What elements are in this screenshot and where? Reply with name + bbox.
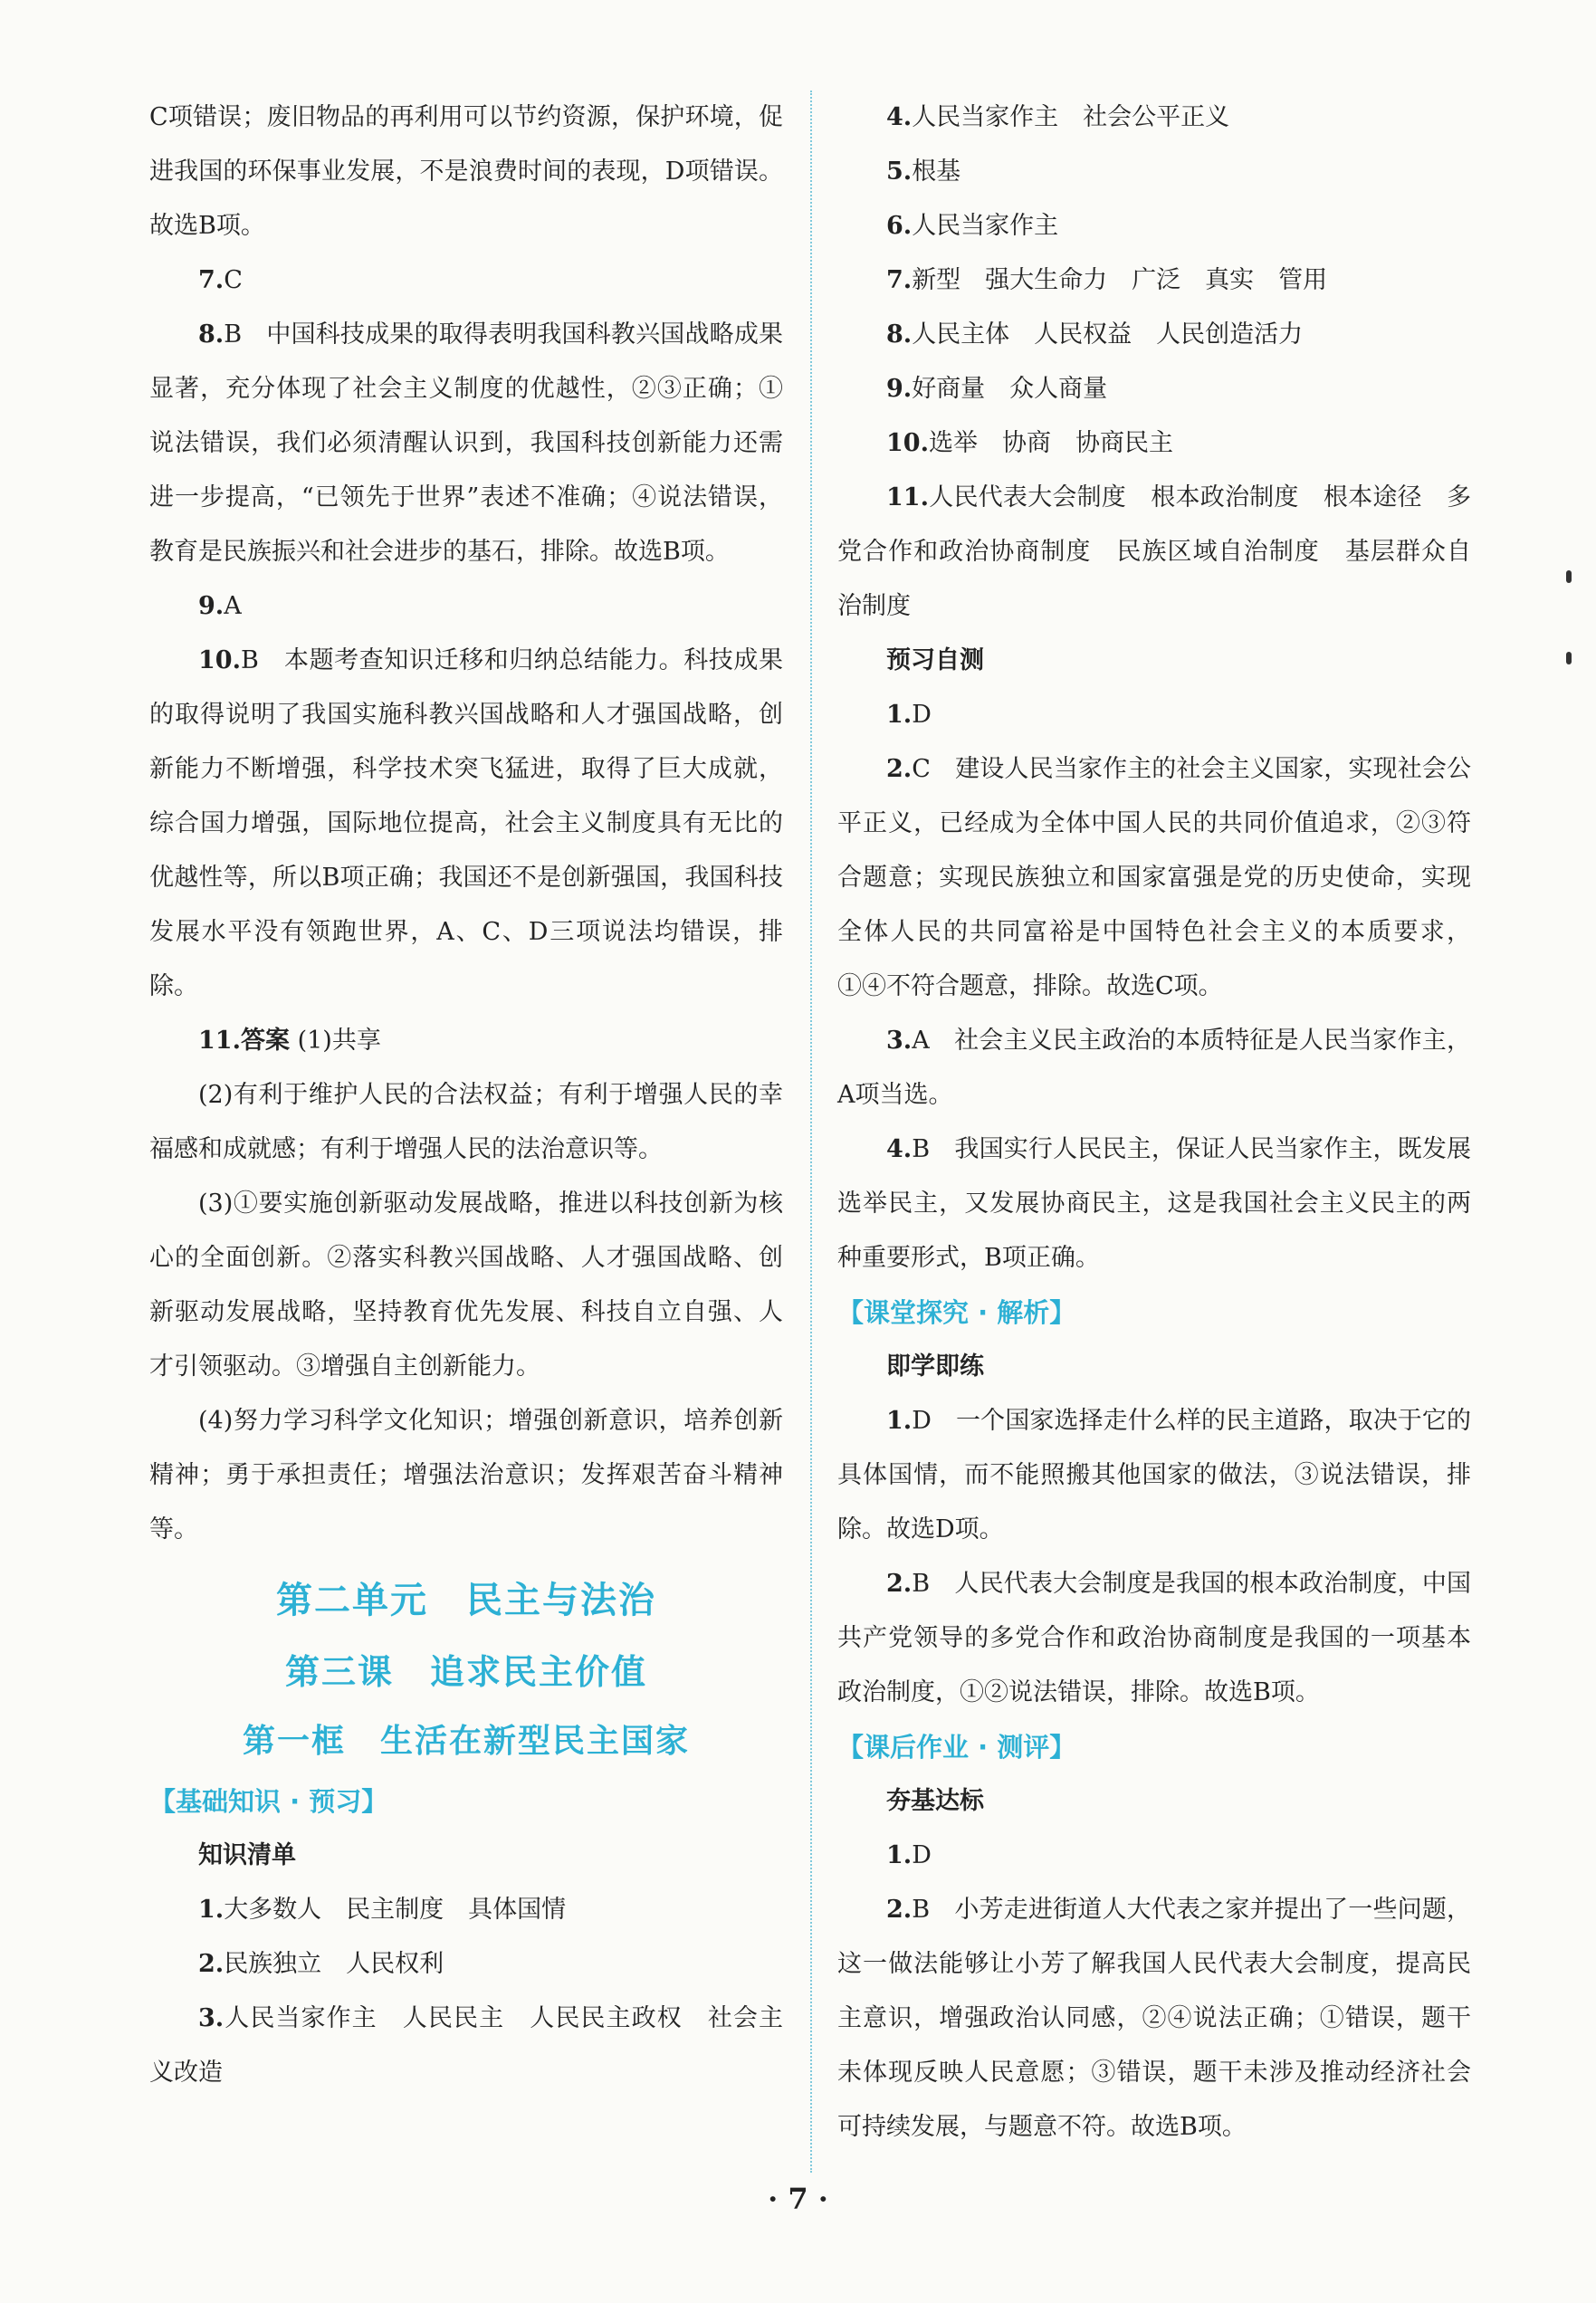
knowledge-item-11 (837, 471, 1471, 634)
answer-number: 10. (198, 646, 241, 674)
knowledge-item-1 (149, 1883, 783, 1937)
answer-number: 7. (198, 266, 225, 294)
answer-text: B 人民代表大会制度是我国的根本政治制度，中国共产党领导的多党合作和政治协商制度是我国的一项基本政治制度，①②说法错误，排除。故选B项。 (837, 1570, 1471, 1706)
item-text: 人民主体 人民权益 人民创造活力 (912, 320, 1304, 349)
knowledge-item-5 (837, 145, 1471, 199)
column-divider (810, 91, 812, 2173)
knowledge-item-2 (149, 1937, 783, 1992)
subsection-heading: 预习自测 (886, 646, 984, 674)
item-number: 10. (886, 429, 929, 457)
answer-number: 4. (886, 1135, 913, 1163)
subsection-heading: 即学即练 (886, 1352, 984, 1381)
item-text: 人民当家作主 人民民主 人民民主政权 社会主义改造 (149, 2004, 783, 2087)
item-text: 大多数人 民主制度 具体国情 (224, 1896, 567, 1924)
subsection-heading: 知识清单 (198, 1841, 296, 1869)
answer-11-part-3: (3)①要实施创新驱动发展战略，推进以科技创新为核心的全面创新。②落实科教兴国战略、人才强国战略、创新驱动发展战略，坚持教育优先发展、科技自立自强、人才引领驱动。③增强自主创新能力。 (149, 1190, 783, 1381)
answer-text: C 建设人民当家作主的社会主义国家，实现社会公平正义，已经成为全体中国人民的共同价值追求，②③符合题意；实现民族独立和国家富强是党的历史使命，实现全体人民的共同富裕是中国特色社会主义的本质要求，①④不符合题意，排除。故选C项。 (837, 755, 1471, 1000)
knowledge-item-4 (837, 91, 1471, 145)
answer-9 (149, 579, 783, 634)
answer-11-part-4: (4)努力学习科学文化知识；增强创新意识，培养创新精神；勇于承担责任；增强法治意识；发挥艰苦奋斗精神等。 (149, 1407, 783, 1543)
knowledge-item-9 (837, 362, 1471, 416)
item-number: 9. (886, 375, 913, 403)
item-text: 人民当家作主 (912, 212, 1059, 240)
knowledge-item-6 (837, 199, 1471, 253)
pretest-answer-3 (837, 1014, 1471, 1123)
answer-text: B 我国实行人民民主，保证人民当家作主，既发展选举民主，又发展协商民主，这是我国社会主义民主的两种重要形式，B项正确。 (837, 1135, 1471, 1272)
item-text: 人民代表大会制度 根本政治制度 根本途径 多党合作和政治协商制度 民族区域自治制度 基层群众自治制度 (837, 483, 1471, 620)
knowledge-item-3 (149, 1992, 783, 2100)
item-number: 2. (198, 1950, 225, 1978)
answer-number: 1. (886, 1841, 913, 1869)
item-number: 4. (886, 103, 913, 131)
answer-number: 11. (198, 1027, 241, 1055)
answer-number: 1. (886, 701, 913, 729)
answer-text: B 小芳走进街道人大代表之家并提出了一些问题，这一做法能够让小芳了解我国人民代表大会制度，提高民主意识，增强政治认同感，②④说法正确；①错误，题干未体现反映人民意愿；③错误，题干未涉及推动经济社会可持续发展，与题意不符。故选B项。 (837, 1896, 1471, 2141)
answer-number: 3. (886, 1027, 913, 1055)
answer-text: (1)共享 (297, 1027, 381, 1055)
item-number: 7. (886, 266, 913, 294)
pretest-answer-2 (837, 742, 1471, 1014)
knowledge-item-8 (837, 308, 1471, 362)
answer-6-continued: C项错误；废旧物品的再利用可以节约资源，保护环境，促进我国的环保事业发展，不是浪费时间的表现，D项错误。故选B项。 (149, 103, 783, 240)
homework-answer-1 (837, 1829, 1471, 1883)
item-text: 新型 强大生命力 广泛 真实 管用 (912, 266, 1328, 294)
section-heading: 【基础知识 · 预习】 (149, 1786, 388, 1817)
answer-number: 2. (886, 755, 913, 783)
item-number: 5. (886, 158, 913, 186)
homework-answer-2 (837, 1883, 1471, 2155)
item-number: 8. (886, 320, 913, 349)
section-heading: 【课堂探究 · 解析】 (837, 1297, 1076, 1328)
item-number: 3. (198, 2004, 225, 2032)
answer-8 (149, 308, 783, 579)
item-number: 1. (198, 1896, 225, 1924)
answer-text: D (912, 1841, 932, 1869)
scan-mark (1566, 652, 1572, 664)
answer-number: 2. (886, 1570, 913, 1598)
left-column (149, 91, 783, 2100)
frame-title: 第一框 生活在新型民主国家 (242, 1722, 690, 1760)
page-number: · 7 · (768, 2182, 828, 2216)
practice-answer-1 (837, 1394, 1471, 1557)
answer-text: D (912, 701, 932, 729)
answer-number: 2. (886, 1896, 913, 1924)
pretest-answer-1 (837, 688, 1471, 742)
answer-number: 9. (198, 592, 225, 620)
item-text: 好商量 众人商量 (912, 375, 1108, 403)
lesson-title: 第三课 追求民主价值 (284, 1651, 647, 1692)
item-text: 根基 (912, 158, 961, 186)
scan-mark (1566, 570, 1572, 583)
answer-10 (149, 634, 783, 1014)
answer-number: 1. (886, 1407, 913, 1435)
right-column (837, 91, 1471, 2155)
answer-text: C (224, 266, 243, 294)
answer-text: B 中国科技成果的取得表明我国科教兴国战略成果显著，充分体现了社会主义制度的优越性，②③正确；①说法错误，我们必须清醒认识到，我国科技创新能力还需进一步提高，“已领先于世界”表述不准确；④说法错误，教育是民族振兴和社会进步的基石，排除。故选B项。 (149, 320, 783, 566)
answer-11-part-2: (2)有利于维护人民的合法权益；有利于增强人民的幸福感和成就感；有利于增强人民的法治意识等。 (149, 1081, 783, 1163)
item-number: 11. (886, 483, 929, 511)
answer-text: A (224, 592, 242, 620)
answer-number: 8. (198, 320, 225, 349)
answer-label: 答案 (240, 1027, 290, 1055)
section-heading: 【课后作业 · 测评】 (837, 1732, 1076, 1763)
answer-text: A 社会主义民主政治的本质特征是人民当家作主，A项当选。 (837, 1027, 1471, 1109)
knowledge-item-10 (837, 416, 1471, 471)
answer-11 (149, 1014, 783, 1068)
practice-answer-2 (837, 1557, 1471, 1720)
answer-7 (149, 253, 783, 308)
pretest-answer-4 (837, 1123, 1471, 1285)
answer-text: B 本题考查知识迁移和归纳总结能力。科技成果的取得说明了我国实施科教兴国战略和人才强国战略，创新能力不断增强，科学技术突飞猛进，取得了巨大成就，综合国力增强，国际地位提高，社会主义制度具有无比的优越性等，所以B项正确；我国还不是创新强国，我国科技发展水平没有领跑世界，A、C、D三项说法均错误，排除。 (149, 646, 783, 1000)
item-text: 民族独立 人民权利 (224, 1950, 444, 1978)
answer-text: D 一个国家选择走什么样的民主道路，取决于它的具体国情，而不能照搬其他国家的做法，③说法错误，排除。故选D项。 (837, 1407, 1471, 1543)
knowledge-item-7 (837, 253, 1471, 308)
unit-title: 第二单元 民主与法治 (276, 1579, 656, 1621)
item-number: 6. (886, 212, 913, 240)
item-text: 选举 协商 协商民主 (928, 429, 1173, 457)
item-text: 人民当家作主 社会公平正义 (912, 103, 1230, 131)
subsection-heading: 夯基达标 (886, 1787, 984, 1815)
